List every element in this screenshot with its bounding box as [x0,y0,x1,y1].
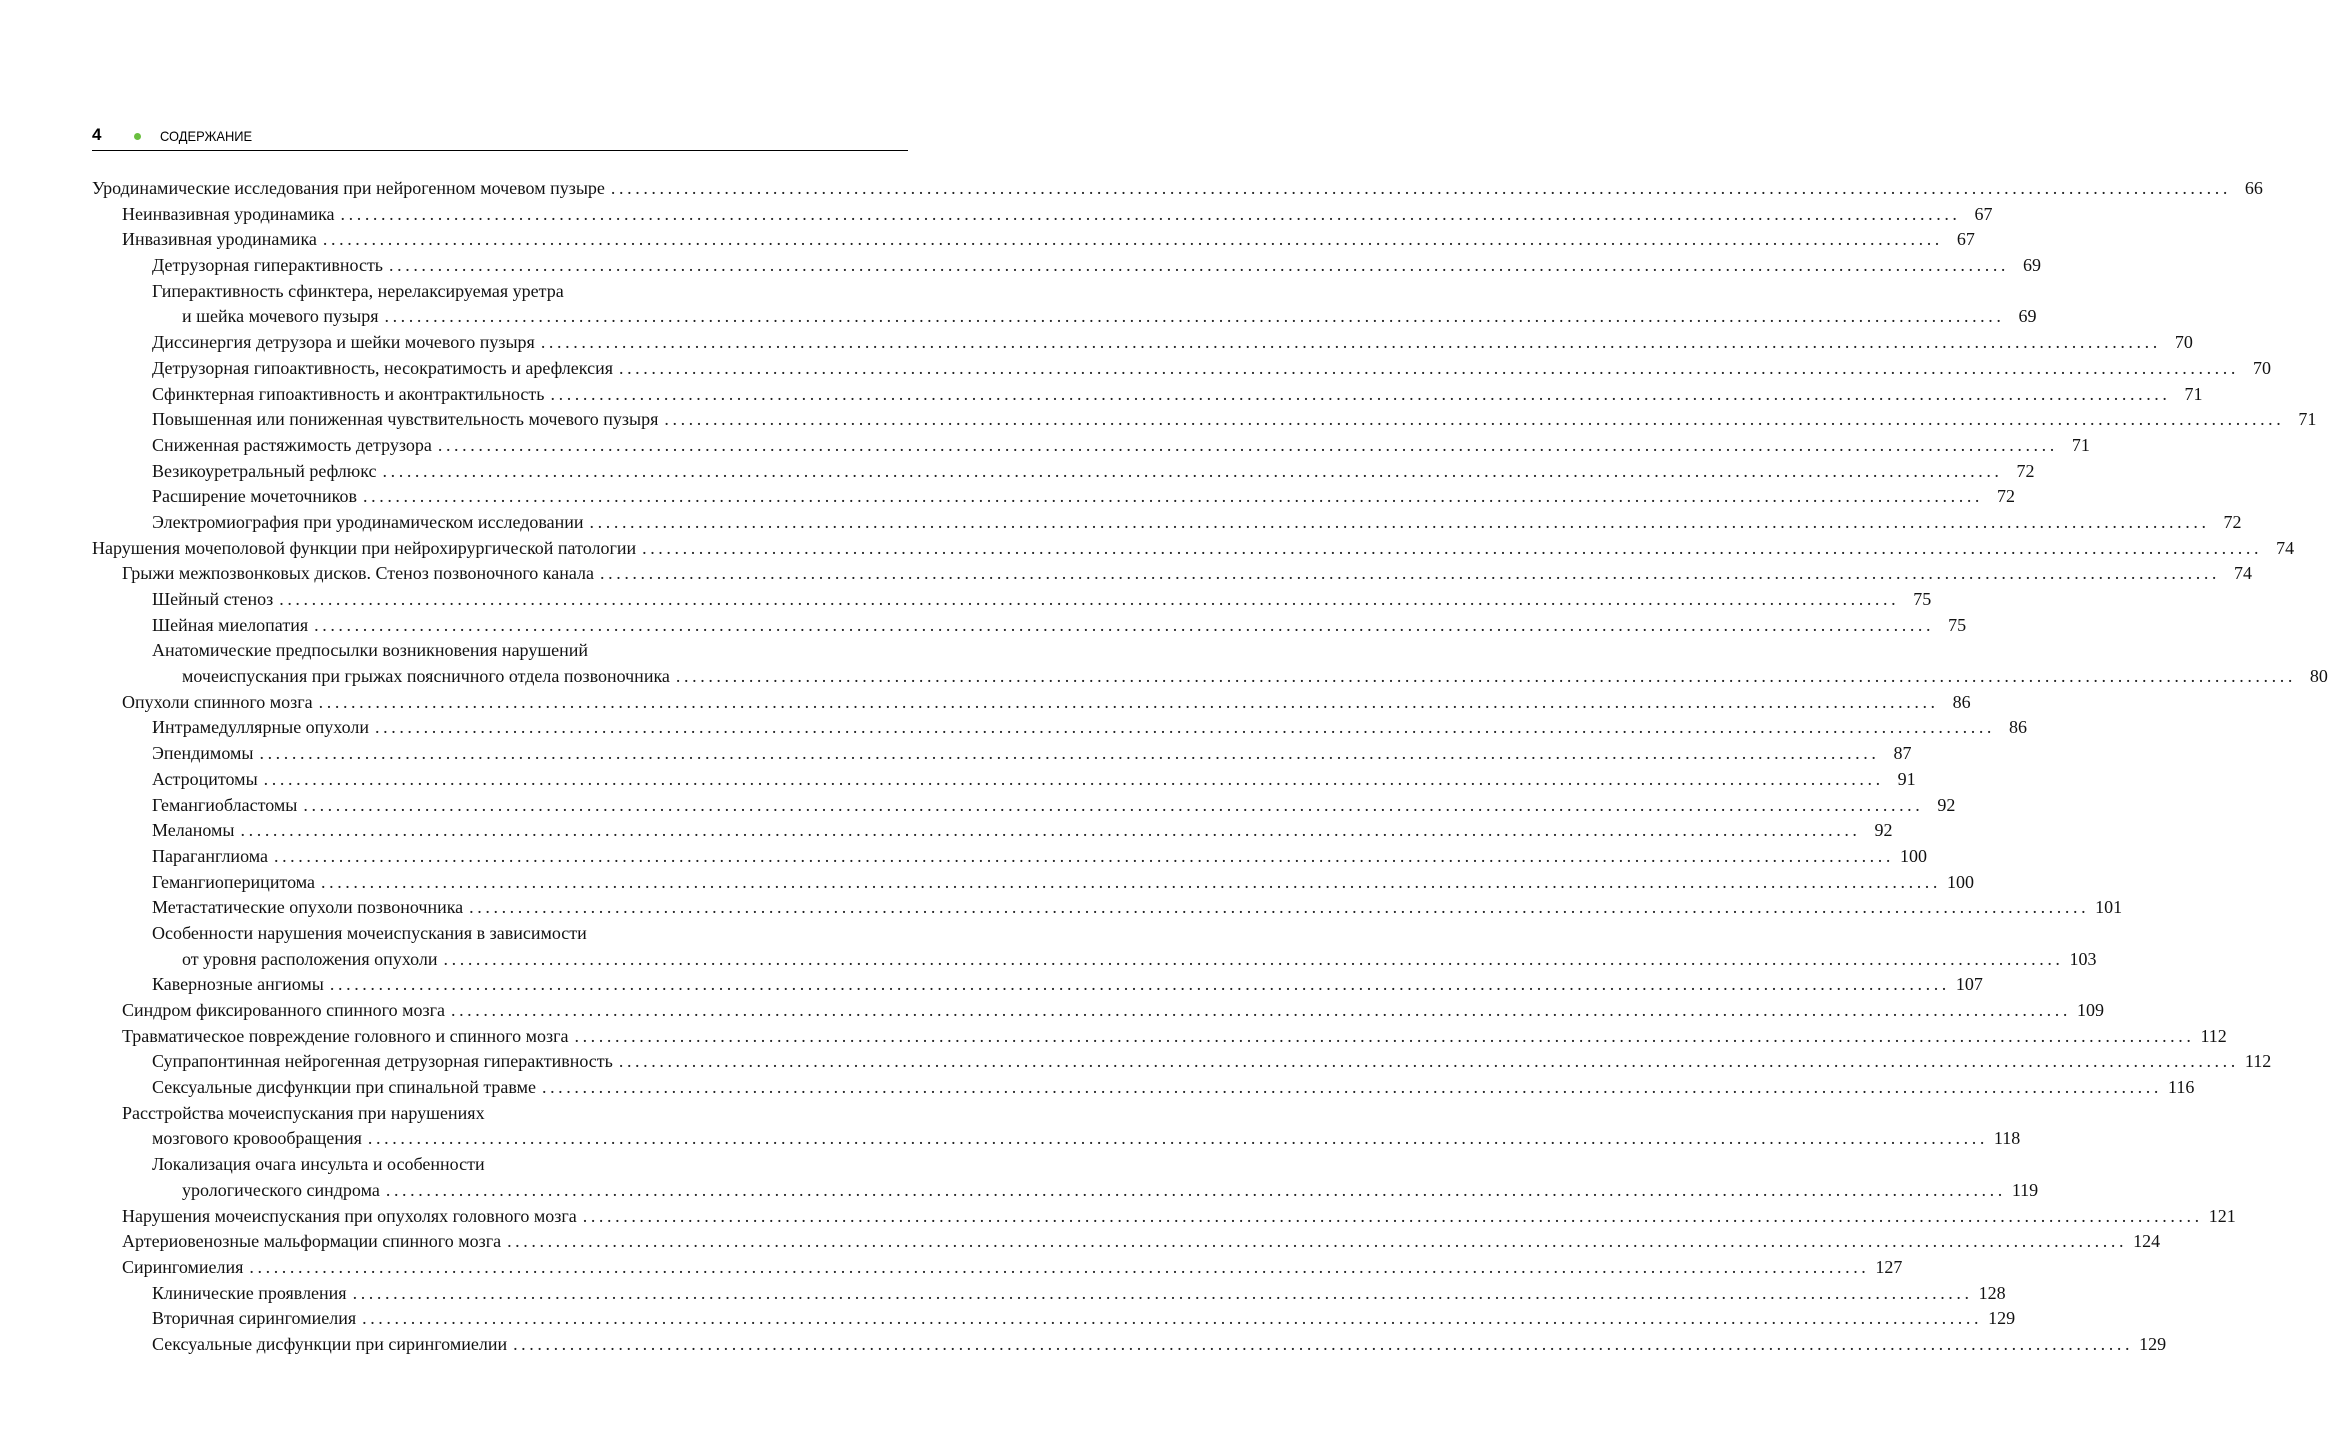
toc-entry-label: Астроцитомы [152,768,258,789]
toc-entry-label: и шейка мочевого пузыря [182,306,379,327]
toc-entry-page: 86 [2009,717,2028,738]
section-title: СОДЕРЖАНИЕ [160,128,253,144]
toc-entry-line [152,715,2028,741]
toc-entry-label: мозгового кровообращения [152,1128,362,1149]
toc-leader-dots: ........................................................................................................................................................................................................ [318,691,1939,712]
toc-entry-line [122,1229,2161,1255]
toc-leader-dots: ........................................................................................................................................................................................................ [352,1282,1973,1303]
toc-entry-line [152,1126,2021,1152]
toc-entry[interactable] [92,1255,1903,1281]
toc-entry-line [152,510,2242,536]
toc-leader-dots: ........................................................................................................................................................................................................ [469,897,2090,918]
toc-entry[interactable] [92,561,2253,587]
toc-leader-dots: ........................................................................................................................................................................................................ [249,1256,1870,1277]
toc-entry-label: Шейный стеноз [152,589,274,609]
toc-entry-line [122,690,1971,716]
toc-entry[interactable] [92,1152,908,1178]
toc-entry-line [152,330,2193,356]
toc-leader-dots: ........................................................................................................................................................................................................ [362,1308,1983,1329]
toc-leader-dots: ........................................................................................................................................................................................................ [384,306,2005,327]
toc-leader-dots: ........................................................................................................................................................................................................ [600,563,2221,584]
toc-entry[interactable] [92,715,2028,741]
toc-entry-label: Травматическое повреждение головного и спинного мозга [122,1025,569,1046]
toc-entry-label: Расширение мочеточников [152,486,358,507]
toc-entry-line [152,613,1967,639]
toc-entry-page: 69 [2018,306,2037,327]
toc-entry-label: Сексуальные дисфункции при сирингомиелии [152,1333,508,1354]
toc-entry-page: 92 [1937,794,1956,815]
toc-entry-label: от уровня расположения опухоли [182,948,438,969]
toc-entry-label: Супрапонтинная нейрогенная детрузорная гиперактивность [152,1051,613,1072]
toc-entry-label: Артериовенозные мальформации спинного мозга [122,1231,502,1252]
toc-entry-page: 66 [2244,178,2263,198]
toc-entry-label: Метастатические опухоли позвоночника [152,897,464,918]
toc-entry[interactable] [92,793,1956,819]
toc-entry[interactable] [92,1178,2039,1204]
toc-entry-line [152,356,2271,382]
toc-leader-dots: ........................................................................................................................................................................................................ [437,434,2058,455]
toc-entry-page: 86 [1952,691,1971,712]
toc-entry-line [122,227,1975,253]
toc-entry-page: 112 [2244,1051,2272,1072]
toc-entry[interactable] [92,433,2090,459]
toc-leader-dots: ........................................................................................................................................................................................................ [279,589,1900,609]
toc-entry-label: Параганглиома [152,845,268,866]
toc-leader-dots: ........................................................................................................................................................................................................ [385,1179,2006,1200]
toc-entry-page: 119 [2011,1179,2039,1200]
toc-entry-line [152,1332,2167,1358]
toc-leader-dots: ........................................................................................................................................................................................................ [550,383,2171,404]
toc-entry-page: 67 [1956,229,1975,250]
toc-entry-page: 71 [2298,409,2317,430]
toc-entry-line [152,972,1983,998]
toc-leader-dots: ........................................................................................................................................................................................................ [340,203,1961,224]
toc-entry-page: 69 [2023,255,2042,276]
toc-entry[interactable] [92,587,1932,613]
toc-entry-label: Везикоуретральный рефлюкс [152,460,377,481]
toc-entry-line [122,998,2104,1024]
toc-entry[interactable] [92,536,2295,562]
toc-entry[interactable] [92,356,2271,382]
toc-entry-page: 75 [1948,614,1967,635]
toc-entry-page: 71 [2071,434,2090,455]
toc-entry[interactable] [92,1332,2167,1358]
toc-entry[interactable] [92,459,2035,485]
toc-entry-line [152,1075,2195,1101]
toc-entry-line [152,459,2035,485]
bullet-icon [134,133,141,140]
toc-entry[interactable] [92,1126,2021,1152]
toc-entry-line [122,1204,2236,1230]
toc-entry-page: 91 [1897,768,1916,789]
toc-entry-page: 71 [2184,383,2203,404]
toc-entry[interactable] [92,818,1893,844]
toc-entry-page: 75 [1913,589,1932,609]
toc-entry-label: Гемангиобластомы [152,794,298,815]
toc-entry-page: 72 [2223,511,2242,532]
toc-entry-label: Гемангиоперицитома [152,871,315,892]
toc-entry-label: Анатомические предпосылки возникновения нарушений [152,640,589,661]
toc-leader-dots: ........................................................................................................................................................................................................ [618,357,2239,378]
toc-entry-line [152,382,2203,408]
toc-entry-line [152,844,1927,870]
toc-entry-label: Повышенная или пониженная чувствительность мочевого пузыря [152,409,659,430]
toc-entry[interactable] [92,407,2317,433]
toc-entry[interactable] [92,484,2016,510]
toc-entry-line [152,921,908,947]
toc-leader-dots: ........................................................................................................................................................................................................ [314,614,1935,635]
toc-entry-line [152,484,2016,510]
toc-entry[interactable] [92,304,2037,330]
toc-entry-line [152,767,1916,793]
toc-leader-dots: ........................................................................................................................................................................................................ [507,1231,2128,1252]
toc-entry-page: 116 [2167,1077,2195,1098]
toc-entry[interactable] [92,202,1993,228]
toc-entry-label: урологического синдрома [182,1179,380,1200]
toc-entry[interactable] [92,998,2104,1024]
toc-entry[interactable] [92,1229,2161,1255]
toc-entry[interactable] [92,1204,2236,1230]
toc-leader-dots: ........................................................................................................................................................................................................ [367,1128,1988,1149]
toc-leader-dots: ........................................................................................................................................................................................................ [375,717,1996,738]
toc-entry-label: Расстройства мочеиспускания при нарушениях [122,1102,485,1123]
toc-entry-label: Диссинергия детрузора и шейки мочевого пузыря [152,332,535,353]
toc-entry[interactable] [92,1049,2272,1075]
toc-entry[interactable] [92,253,2042,279]
toc-entry-line [152,741,1912,767]
toc-entry-page: 67 [1974,203,1993,224]
toc-entry[interactable] [92,510,2242,536]
toc-entry-label: Сирингомиелия [122,1256,244,1277]
toc-entry-page: 129 [1988,1308,2016,1329]
toc-entry-label: Неинвазивная уродинамика [122,203,335,224]
toc-entry-label: Эпендимомы [152,743,254,764]
toc-entry[interactable] [92,741,1912,767]
toc-entry-page: 121 [2208,1205,2236,1226]
toc-entry[interactable] [92,947,2097,973]
toc-leader-dots: ........................................................................................................................................................................................................ [450,1000,2071,1020]
toc-entry-page: 107 [1955,974,1983,995]
toc-leader-dots: ........................................................................................................................................................................................................ [443,948,2064,969]
toc-entry[interactable] [92,895,2123,921]
toc-entry-line [122,202,1993,228]
toc-entry-line [122,1024,2227,1050]
toc-leader-dots: ........................................................................................................................................................................................................ [610,178,2231,198]
toc-entry[interactable] [92,767,1916,793]
toc-entry-page: 101 [2095,897,2123,918]
toc-entry-page: 80 [2309,666,2328,687]
toc-entry[interactable] [92,844,1927,870]
toc-entry-label: Электромиография при уродинамическом исследовании [152,511,584,532]
toc-entry-line [152,407,2317,433]
toc-entry-line [182,947,2097,973]
toc-entry-page: 74 [2276,537,2295,558]
toc-entry-page: 100 [1899,845,1927,866]
toc-leader-dots: ........................................................................................................................................................................................................ [240,820,1861,841]
toc-leader-dots: ........................................................................................................................................................................................................ [382,460,2003,481]
toc-entry-page: 118 [1993,1128,2021,1149]
toc-entry-line [152,895,2123,921]
toc-leader-dots: ........................................................................................................................................................................................................ [329,974,1950,995]
toc-entry-page: 112 [2200,1025,2227,1046]
toc-entry[interactable] [92,176,2263,202]
toc-entry-line [92,176,2263,202]
toc-entry-line [152,818,1893,844]
toc-entry-label: Особенности нарушения мочеиспускания в зависимости [152,922,587,943]
toc-entry[interactable] [92,1024,2227,1050]
toc-entry[interactable] [92,921,908,947]
toc-entry[interactable] [92,638,908,664]
toc-entry-label: Кавернозные ангиомы [152,974,324,995]
toc-leader-dots: ........................................................................................................................................................................................................ [513,1333,2134,1354]
toc-entry-page: 103 [2069,948,2097,969]
toc-entry[interactable] [92,664,2328,690]
toc-entry-line [152,1281,2006,1307]
toc-entry-label: Интрамедуллярные опухоли [152,717,370,738]
toc-entry-line [92,536,2295,562]
toc-entry-page: 128 [1978,1282,2006,1303]
toc-entry-line [152,279,908,305]
toc-entry-page: 70 [2252,357,2271,378]
toc-entry-label: Сексуальные дисфункции при спинальной травме [152,1077,536,1098]
toc-leader-dots: ........................................................................................................................................................................................................ [540,332,2161,353]
toc-entry[interactable] [92,382,2203,408]
toc-entry-label: Инвазивная уродинамика [122,229,317,250]
toc-entry-line [152,253,2042,279]
toc-leader-dots: ........................................................................................................................................................................................................ [303,794,1924,815]
toc-entry[interactable] [92,1306,2016,1332]
toc-entry-line [122,1255,1903,1281]
running-header [92,122,908,151]
toc-entry-label: Детрузорная гипоактивность, несократимость и арефлексия [152,357,613,378]
toc-entry-label: Локализация очага инсульта и особенности [152,1154,485,1175]
toc-entry-line [152,1049,2272,1075]
toc-entry-page: 74 [2234,563,2253,584]
toc-entry-line [152,638,908,664]
toc-entry-line [122,1101,908,1127]
toc-leader-dots: ........................................................................................................................................................................................................ [322,229,1943,250]
toc-entry-label: Вторичная сирингомиелия [152,1308,357,1329]
toc-entry[interactable] [92,279,908,305]
toc-leader-dots: ........................................................................................................................................................................................................ [273,845,1894,866]
toc-entry[interactable] [92,690,1971,716]
toc-leader-dots: ........................................................................................................................................................................................................ [664,409,2285,430]
toc-leader-dots: ........................................................................................................................................................................................................ [321,871,1941,892]
toc-leader-dots: ........................................................................................................................................................................................................ [582,1205,2203,1226]
toc-entry-page: 100 [1947,871,1974,892]
toc-entry-page: 72 [2016,460,2035,481]
toc-entry-label: Шейная миелопатия [152,614,309,635]
toc-entry-label: Уродинамические исследования при нейрогенном мочевом пузыре [92,178,605,198]
toc-entry-label: Грыжи межпозвонковых дисков. Стеноз позвоночного канала [122,563,595,584]
toc-entry-line [152,1152,908,1178]
toc-entry[interactable] [92,330,2193,356]
toc-entry-line [182,664,2328,690]
toc-leader-dots: ........................................................................................................................................................................................................ [675,666,2296,687]
toc-entry-line [152,870,1974,896]
toc-entry-line [152,433,2090,459]
table-of-contents [92,176,2328,1358]
toc-leader-dots: ........................................................................................................................................................................................................ [642,537,2263,558]
toc-entry-label: Клинические проявления [152,1282,347,1303]
toc-entry-page: 127 [1875,1256,1903,1277]
toc-leader-dots: ........................................................................................................................................................................................................ [263,768,1884,789]
toc-entry-line [152,1306,2016,1332]
toc-leader-dots: ........................................................................................................................................................................................................ [389,255,2010,276]
toc-entry-page: 124 [2133,1231,2161,1252]
toc-entry-label: Опухоли спинного мозга [122,691,313,712]
toc-entry-label: Нарушения мочеполовой функции при нейрохирургической патологии [92,537,637,558]
toc-entry-line [182,304,2037,330]
toc-entry-page: 87 [1893,743,1912,764]
toc-entry-label: Сниженная растяжимость детрузора [152,434,432,455]
toc-entry-page: 129 [2139,1333,2167,1354]
toc-entry-label: Сфинктерная гипоактивность и аконтрактильность [152,383,545,404]
toc-leader-dots: ........................................................................................................................................................................................................ [589,511,2210,532]
toc-entry[interactable] [92,1281,2006,1307]
toc-entry-line [122,561,2253,587]
page-number: 4 [92,125,102,144]
toc-entry[interactable] [92,1101,908,1127]
toc-entry-label: мочеиспускания при грыжах поясничного отдела позвоночника [182,666,670,687]
toc-entry[interactable] [92,613,1967,639]
toc-entry[interactable] [92,227,1975,253]
toc-entry-page: 72 [1997,486,2016,507]
toc-entry-label: Синдром фиксированного спинного мозга [122,1000,445,1020]
toc-entry-page: 92 [1874,820,1893,841]
toc-leader-dots: ........................................................................................................................................................................................................ [541,1077,2162,1098]
toc-entry-label: Меланомы [152,820,235,841]
toc-leader-dots: ........................................................................................................................................................................................................ [574,1025,2195,1046]
toc-leader-dots: ........................................................................................................................................................................................................ [259,743,1880,764]
toc-entry-line [182,1178,2039,1204]
toc-leader-dots: ........................................................................................................................................................................................................ [618,1051,2239,1072]
toc-entry-label: Гиперактивность сфинктера, нерелаксируемая уретра [152,280,564,301]
toc-leader-dots: ........................................................................................................................................................................................................ [363,486,1984,507]
toc-entry-line [152,587,1932,613]
toc-entry-label: Нарушения мочеиспускания при опухолях головного мозга [122,1205,577,1226]
toc-entry-page: 70 [2174,332,2193,353]
toc-entry-label: Детрузорная гиперактивность [152,255,384,276]
toc-entry[interactable] [92,870,1974,896]
toc-entry-page: 109 [2076,1000,2104,1020]
toc-entry-line [152,793,1956,819]
toc-entry[interactable] [92,972,1983,998]
toc-entry[interactable] [92,1075,2195,1101]
